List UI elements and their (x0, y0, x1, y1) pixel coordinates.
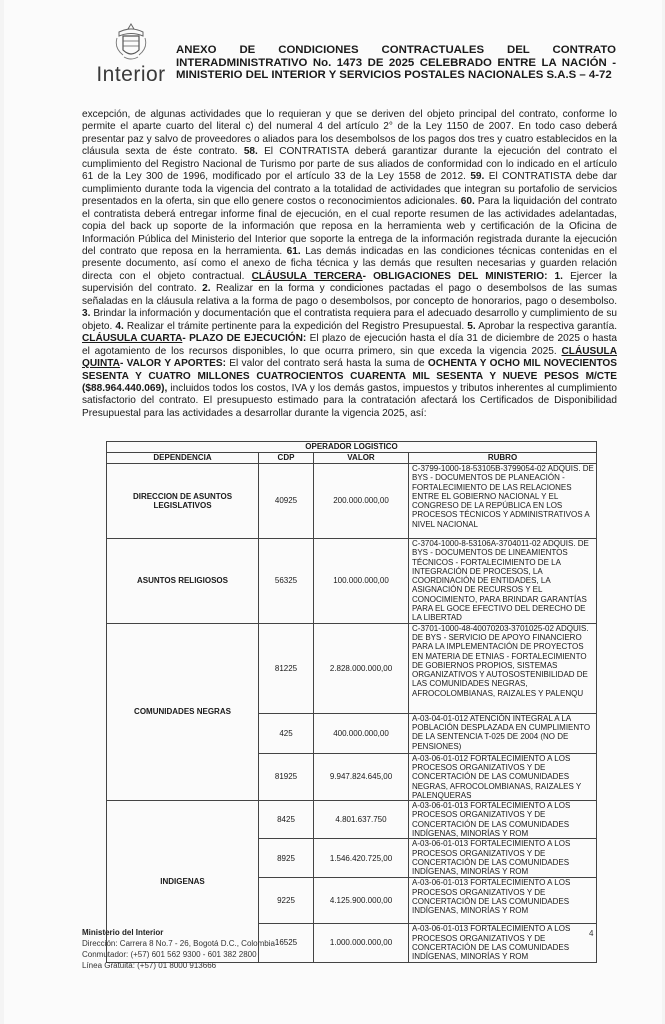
clause-fifth-text-continued: incluidos todos los costos, IVA y los demás gastos, impuestos y tributos inherentes al cumplimiento satisfactorio del contrato. El presupuesto estimado para la contratación afectará los Certificados de Disponibilidad Presupuestal para las actividades a desarrollar durante la vigencia 2025, así: (82, 382, 618, 419)
rubro-cell: A-03-06-01-013 FORTALECIMIENTO A LOS PROCESOS ORGANIZATIVOS Y DE CONCERTACIÓN DE LAS COMUNIDADES INDÍGENAS, MINORÍAS Y ROM (409, 878, 597, 924)
footer-phone: Conmutador: (+57) 601 562 9300 - 601 382 2800 (82, 950, 257, 959)
table-caption-row (107, 442, 597, 453)
cdp-cell: 8425 (259, 801, 314, 839)
value-cell: 4.125.900.000,00 (314, 878, 409, 924)
cdp-cell: 9225 (259, 878, 314, 924)
clause-fifth-subtitle: - VALOR Y APORTES: (119, 358, 226, 370)
clause-fourth-title: CLÁUSULA CUARTA (82, 333, 183, 345)
ministry-obligation-5-number: 5. (467, 320, 476, 332)
obligation-60-text: Para la liquidación del contrato el contratista deberá entregar informe final de ejecución, en el cual reporte resumen de las actividades adelantadas, copia del back up soporte de la información que reposa en la herramienta web y certificación de la Oficina de Información Pública del Ministerio del Interior que soporte la entrega de la información registrada durante la ejecución del contrato que reposa en la herramienta. (82, 196, 618, 257)
obligation-61-text: Las demás indicadas en las condiciones técnicas contenidas en el presente documento, así como el anexo de ficha técnica y las demás que resulten necesarias y guarden relación directa con el objeto contractual. (82, 245, 617, 282)
table-row (107, 539, 597, 624)
table-row (107, 801, 597, 839)
value-cell: 400.000.000,00 (314, 713, 409, 753)
ministry-obligation-2-number: 2. (202, 283, 211, 295)
footer-ministry-name: Ministerio del Interior (82, 928, 164, 937)
coat-of-arms-icon (114, 22, 148, 62)
cdp-cell: 81225 (259, 623, 314, 713)
clause-third-subtitle: - OBLIGACIONES DEL MINISTERIO: (362, 270, 548, 282)
value-cell: 1.546.420.725,00 (314, 839, 409, 878)
ministry-logo (90, 22, 172, 88)
clause-fourth-text: El plazo de ejecución hasta el día 31 de diciembre de 2025 o hasta el agotamiento de los recursos disponibles, lo que ocurra primero, sin que exceda la vigencia 2025. (82, 333, 617, 357)
cdp-cell: 16525 (259, 924, 314, 962)
clause-fifth-title: CLÁUSULA QUINTA (82, 345, 617, 370)
cdp-cell: 40925 (259, 464, 314, 539)
rubro-cell: A-03-04-01-012 ATENCIÓN INTEGRAL A LA POBLACIÓN DESPLAZADA EN CUMPLIMIENTO DE LA SENTENCIA T-025 DE 2004 (NO DE PENSIONES) (409, 713, 597, 753)
ministry-obligation-1-text: Ejercer la supervisión del contrato. (82, 270, 617, 295)
rubro-cell: C-3701-1000-48-40070203-3701025-02 ADQUIS. DE BYS - SERVICIO DE APOYO FINANCIERO PARA LA IMPLEMENTACIÓN DE PROYECTOS EN MATERIA DE ETNIAS - FORTALECIMIENTO DE GOBIERNOS PROPIOS, SISTEMAS ORGANIZATIVOS Y AUTOSOSTENIBILIDAD DE LAS COMUNIDADES NEGRAS, AFROCOLOMBIANAS, RAIZALES Y PALENQU (409, 623, 597, 713)
budget-table (106, 441, 597, 963)
dependency-cell: COMUNIDADES NEGRAS (107, 623, 259, 800)
ministry-obligation-3-number: 3. (82, 308, 91, 320)
value-cell: 200.000.000,00 (314, 464, 409, 539)
value-cell: 4.801.637.750 (314, 801, 409, 839)
logo-wordmark: Interior (96, 63, 166, 86)
value-cell: 1.000.000.000,00 (314, 924, 409, 962)
contract-body-text (82, 109, 617, 420)
obligation-59-text: El CONTRATISTA debe dar cumplimiento durante toda la vigencia del contrato a la totalidad de actividades que integran su portafolio de servicios presentados en la oferta, sin que ello genere costos o reconocimientos adicionales. (82, 171, 617, 208)
rubro-cell: A-03-06-01-012 FORTALECIMIENTO A LOS PROCESOS ORGANIZATIVOS Y DE CONCERTACIÓN DE LAS COMUNIDADES NEGRAS, AFROCOLOMBIANAS, RAIZALES Y PALENQUERAS (409, 753, 597, 800)
obligation-61-number: 61. (286, 245, 301, 257)
footer-toll-free: Línea Gratuita: (+57) 01 8000 913666 (82, 961, 217, 970)
column-header-cdp: CDP (259, 453, 314, 464)
rubro-cell: A-03-06-01-013 FORTALECIMIENTO A LOS PROCESOS ORGANIZATIVOS Y DE CONCERTACIÓN DE LAS COMUNIDADES INDÍGENAS, MINORÍAS Y ROM (409, 924, 597, 962)
ministry-obligation-5-text: Aprobar la respectiva garantía. (478, 320, 618, 332)
dependency-cell: ASUNTOS RELIGIOSOS (107, 539, 259, 624)
ministry-obligation-3-text: Brindar la información y documentación que el contratista requiera para el adecuado desarrollo y cumplimiento de su objeto. (82, 308, 617, 332)
rubro-cell: A-03-06-01-013 FORTALECIMIENTO A LOS PROCESOS ORGANIZATIVOS Y DE CONCERTACIÓN DE LAS COMUNIDADES INDÍGENAS, MINORÍAS Y ROM (409, 801, 597, 839)
document-title: ANEXO DE CONDICIONES CONTRACTUALES DEL CONTRATO INTERADMINISTRATIVO No. 1473 DE 2025 CELEBRADO ENTRE LA NACIÓN - MINISTERIO DEL INTERIOR Y SERVICIOS POSTALES NACIONALES S.A.S – 4-72 (176, 44, 616, 82)
ministry-obligation-4-number: 4. (115, 320, 124, 332)
value-cell: 9.947.824.645,00 (314, 753, 409, 800)
ministry-obligation-1-number: 1. (554, 270, 563, 282)
clause-third-title: CLÁUSULA TERCERA (251, 270, 363, 282)
table-row (107, 623, 597, 713)
footer-address: Dirección: Carrera 8 No.7 - 26, Bogotá D.C., Colombia (82, 939, 275, 948)
dependency-cell: DIRECCION DE ASUNTOS LEGISLATIVOS (107, 464, 259, 539)
dependency-cell: INDIGENAS (107, 801, 259, 962)
rubro-cell: A-03-06-01-013 FORTALECIMIENTO A LOS PROCESOS ORGANIZATIVOS Y DE CONCERTACIÓN DE LAS COMUNIDADES INDÍGENAS, MINORÍAS Y ROM (409, 839, 597, 878)
cdp-cell: 56325 (259, 539, 314, 624)
table-row (107, 464, 597, 539)
clause-fifth-text: El valor del contrato será hasta la suma de (229, 358, 425, 370)
rubro-cell: C-3704-1000-8-53106A-3704011-02 ADQUIS. DE BYS - DOCUMENTOS DE LINEAMIENTOS TÉCNICOS - FORTALECIMIENTO DE LA INTEGRACIÓN DE PROCESOS, LA COORDINACIÓN DE ENTIDADES, LA ASIGNACIÓN DE RECURSOS Y EL CONOCIMIENTO, PARA BRINDAR GARANTÍAS PARA EL GOCE EFECTIVO DEL DERECHO DE LA LIBERTAD (409, 539, 597, 624)
contract-amount: OCHENTA Y OCHO MIL NOVECIENTOS SESENTA Y CUATRO MILLONES CUATROCIENTOS CUARENTA MIL SESENTA Y NUEVE PESOS M/CTE ($88.964.440.069), (82, 358, 618, 394)
page-number: 4 (589, 929, 594, 938)
value-cell: 100.000.000,00 (314, 539, 409, 624)
cdp-cell: 425 (259, 713, 314, 753)
value-cell: 2.828.000.000,00 (314, 623, 409, 713)
column-header-valor: VALOR (314, 453, 409, 464)
cdp-cell: 8925 (259, 839, 314, 878)
document-page (4, 0, 662, 1024)
obligation-58-text: El CONTRATISTA deberá garantizar durante la ejecución del contrato el cumplimiento del Registro Nacional de Turismo por parte de sus aliados de conformidad con lo indicado en el artículo 61 de la Ley 300 de 1996, modificado por el artículo 33 de la Ley 1558 de 2012. (82, 146, 617, 183)
page-footer (82, 927, 602, 971)
table-caption: OPERADOR LOGISTICO (107, 442, 597, 453)
obligation-60-number: 60. (460, 196, 475, 208)
obligation-57-text: excepción, de algunas actividades que lo requieran y que se deriven del objeto principal del contrato, conforme lo permite el aparte cuarto del literal c) del numeral 4 del artículo 2° de la Ley 1150 de 2007. En todo caso deberá presentar paz y salvo de proveedores o aliados para los desembolsos de los pagos dos tres y cuatro establecidos en la cláusula sexta de éste contrato. (82, 109, 617, 158)
ministry-obligation-4-text: Realizar el trámite pertinente para la expedición del Registro Presupuestal. (126, 320, 465, 332)
clause-fourth-subtitle: - PLAZO DE EJECUCIÓN: (182, 333, 307, 345)
column-header-dependencia: DEPENDENCIA (107, 453, 259, 464)
table-header-row (107, 453, 597, 464)
cdp-cell: 81925 (259, 753, 314, 800)
obligation-58-number: 58. (243, 146, 258, 158)
rubro-cell: C-3799-1000-18-53105B-3799054-02 ADQUIS. DE BYS - DOCUMENTOS DE PLANEACIÓN - FORTALECIMIENTO DE LAS RELACIONES ENTRE EL GOBIERNO NACIONAL Y EL CONGRESO DE LA REPÚBLICA EN LOS PROCESOS TÉCNICOS Y ADMINISTRATIVOS A NIVEL NACIONAL (409, 464, 597, 539)
obligation-59-number: 59. (470, 171, 485, 183)
ministry-obligation-2-text: Realizar en la forma y condiciones pactadas el pago o desembolsos de las sumas señaladas en la cláusula relativa a la forma de pago o desembolsos, por concepto de honorarios, pago o desembolso. (82, 283, 617, 307)
column-header-rubro: RUBRO (409, 453, 597, 464)
